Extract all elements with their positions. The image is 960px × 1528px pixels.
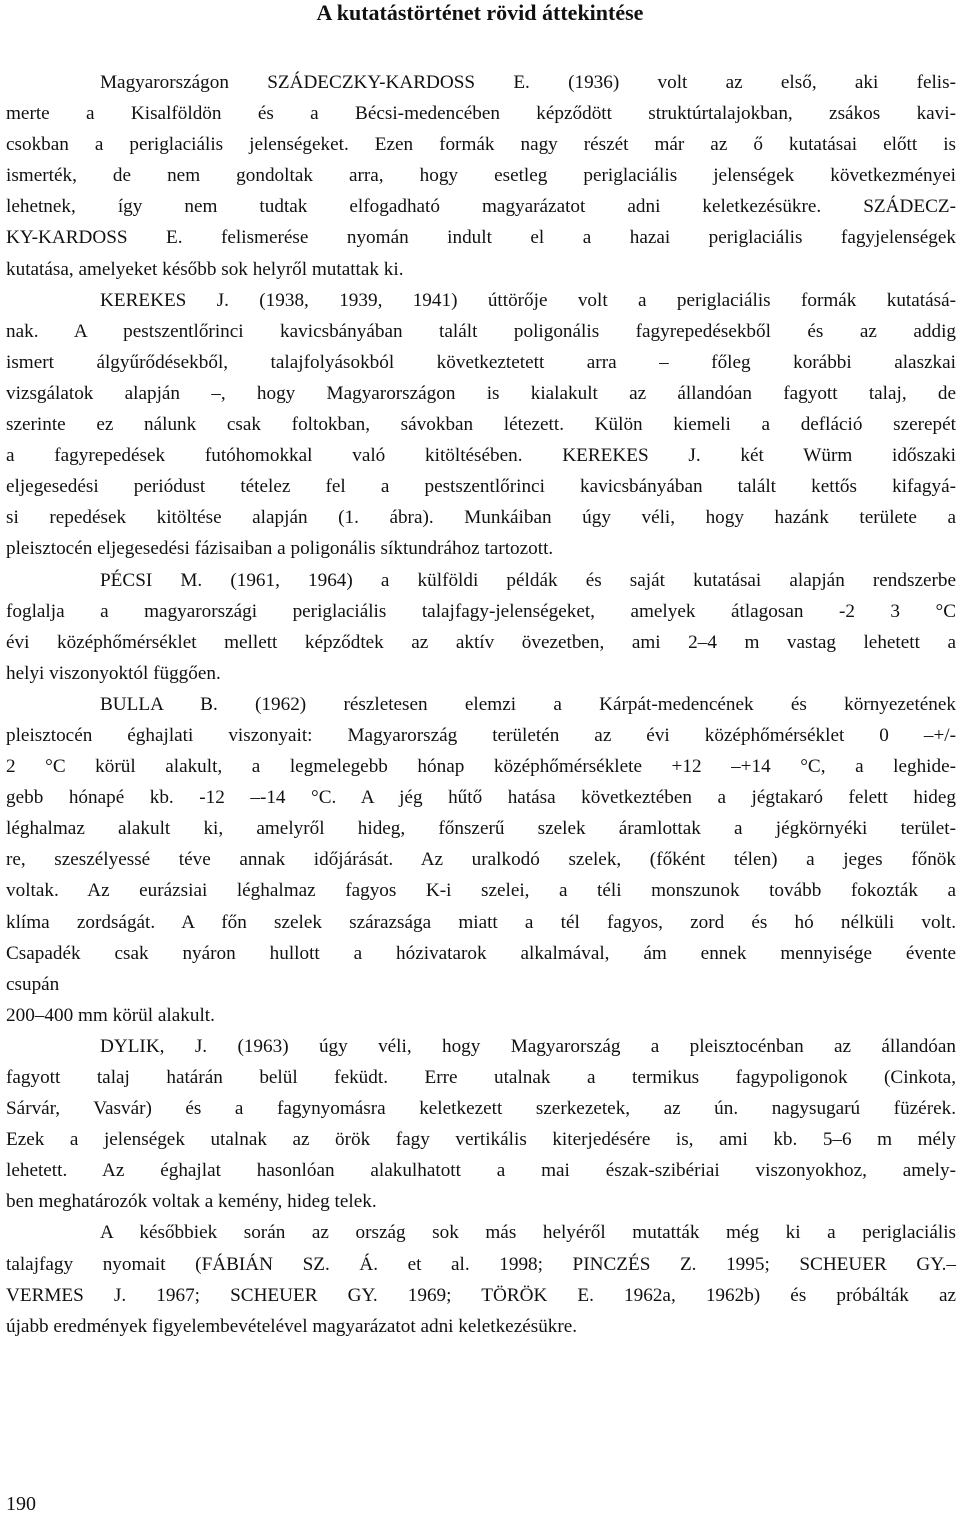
text-line: si repedések kitöltése alapján (1. ábra). Munkáiban úgy véli, hogy hazánk területe a [6, 507, 956, 529]
section-title: A kutatástörténet rövid áttekintése [316, 0, 644, 25]
text-line: évi középhőmérséklet mellett képződtek az aktív övezetben, ami 2–4 m vastag lehetett a [6, 631, 956, 653]
text-line: merte a Kisalföldön és a Bécsi-medencében képződött struktúrtalajokban, zsákos kavi- [6, 103, 956, 125]
text-line: Sárvár, Vasvár) és a fagynyomásra keletkezett szerkezetek, az ún. nagysugarú füzérek. [6, 1098, 956, 1120]
text-line: fagyott talaj határán belül feküdt. Erre utalnak a termikus fagypoligonok (Cinkota, [6, 1067, 956, 1088]
text-line: csupán [6, 973, 60, 995]
text-line: lehetett. Az éghajlat hasonlóan alakulhatott a mai észak-szibériai viszonyokhoz, amely- [6, 1160, 956, 1182]
text-line: Csapadék csak nyáron hullott a hózivatarok alkalmával, ám ennek mennyisége évente [6, 942, 956, 964]
text-line: KEREKES J. (1938, 1939, 1941) úttörője volt a periglaciális formák kutatásá- [100, 289, 956, 311]
text-line: A későbbiek során az ország sok más helyéről mutatták még ki a periglaciális [100, 1222, 956, 1244]
text-line: talajfagy nyomait (FÁBIÁN SZ. Á. et al. 1998; PINCZÉS Z. 1995; SCHEUER GY.– [6, 1253, 956, 1275]
text-line: 200–400 mm körül alakult. [6, 1004, 215, 1026]
text-line: PÉCSI M. (1961, 1964) a külföldi példák és saját kutatásai alapján rendszerbe [100, 569, 956, 591]
text-line: ben meghatározók voltak a kemény, hideg telek. [6, 1191, 377, 1213]
text-line: nak. A pestszentlőrinci kavicsbányában talált poligonális fagyrepedésekből és az addig [6, 320, 956, 342]
text-line: újabb eredmények figyelembevételével magyarázatot adni keletkezésükre. [6, 1315, 578, 1337]
text-line: eljegesedési periódust tételez fel a pestszentlőrinci kavicsbányában talált kettős kifagyá- [6, 476, 956, 498]
body-text [6, 67, 956, 1342]
text-line: KY-KARDOSS E. felismerése nyomán indult el a hazai periglaciális fagyjelenségek [6, 227, 956, 249]
text-line: pleisztocén éghajlati viszonyait: Magyarország területén az évi középhőmérséklet 0 –+/- [6, 724, 956, 746]
text-line: BULLA B. (1962) részletesen elemzi a Kárpát-medencének és környezetének [100, 693, 956, 715]
text-line: re, szeszélyessé téve annak időjárását. Az uralkodó szelek, (főként télen) a jeges főnök [6, 849, 956, 871]
text-line: voltak. Az eurázsiai léghalmaz fagyos K-i szelei, a téli monszunok tovább fokozták a [6, 880, 956, 902]
text-line: a fagyrepedések futóhomokkal való kitöltésében. KEREKES J. két Würm időszaki [6, 445, 956, 467]
page-number: 190 [6, 1493, 36, 1515]
text-line: vizsgálatok alapján –, hogy Magyarországon is kialakult az állandóan fagyott talaj, de [6, 382, 956, 404]
text-line: Magyarországon SZÁDECZKY-KARDOSS E. (1936) volt az első, aki felis- [100, 72, 956, 93]
text-line: pleisztocén eljegesedési fázisaiban a poligonális síktundrához tartozott. [6, 538, 554, 560]
text-line: kutatása, amelyeket később sok helyről mutattak ki. [6, 258, 404, 280]
text-line: foglalja a magyarországi periglaciális talajfagy-jelenségeket, amelyek átlagosan -2 3 °C [6, 600, 956, 622]
text-line: csokban a periglaciális jelenségeket. Ezen formák nagy részét már az ő kutatásai előtt is [6, 134, 956, 156]
text-line: szerinte ez nálunk csak foltokban, sávokban létezett. Külön kiemeli a defláció szerepét [6, 414, 956, 436]
text-line: helyi viszonyoktól függően. [6, 662, 221, 684]
text-line: lehetnek, így nem tudtak elfogadható magyarázatot adni keletkezésükre. SZÁDECZ- [6, 196, 956, 218]
text-line: 2 °C körül alakult, a legmelegebb hónap középhőmérséklete +12 –+14 °C, a leghide- [6, 756, 956, 778]
text-line: gebb hónapé kb. -12 –-14 °C. A jég hűtő hatása következtében a jégtakaró felett hideg [6, 787, 956, 809]
text-line: VERMES J. 1967; SCHEUER GY. 1969; TÖRÖK E. 1962a, 1962b) és próbálták az [6, 1284, 956, 1306]
text-line: Ezek a jelenségek utalnak az örök fagy vertikális kiterjedésére is, ami kb. 5–6 m mély [6, 1129, 956, 1151]
text-line: klíma zordságát. A főn szelek szárazsága miatt a tél fagyos, zord és hó nélküli volt. [6, 911, 956, 933]
text-line: ismert álgyűrődésekből, talajfolyásokból következtetett arra – főleg korábbi alaszkai [6, 351, 956, 373]
text-line: ismerték, de nem gondoltak arra, hogy esetleg periglaciális jelenségek következményei [6, 165, 956, 187]
text-line: léghalmaz alakult ki, amelyről hideg, főnszerű szelek áramlottak a jégkörnyéki terület- [6, 818, 956, 840]
text-line: DYLIK, J. (1963) úgy véli, hogy Magyarország a pleisztocénban az állandóan [100, 1035, 956, 1057]
